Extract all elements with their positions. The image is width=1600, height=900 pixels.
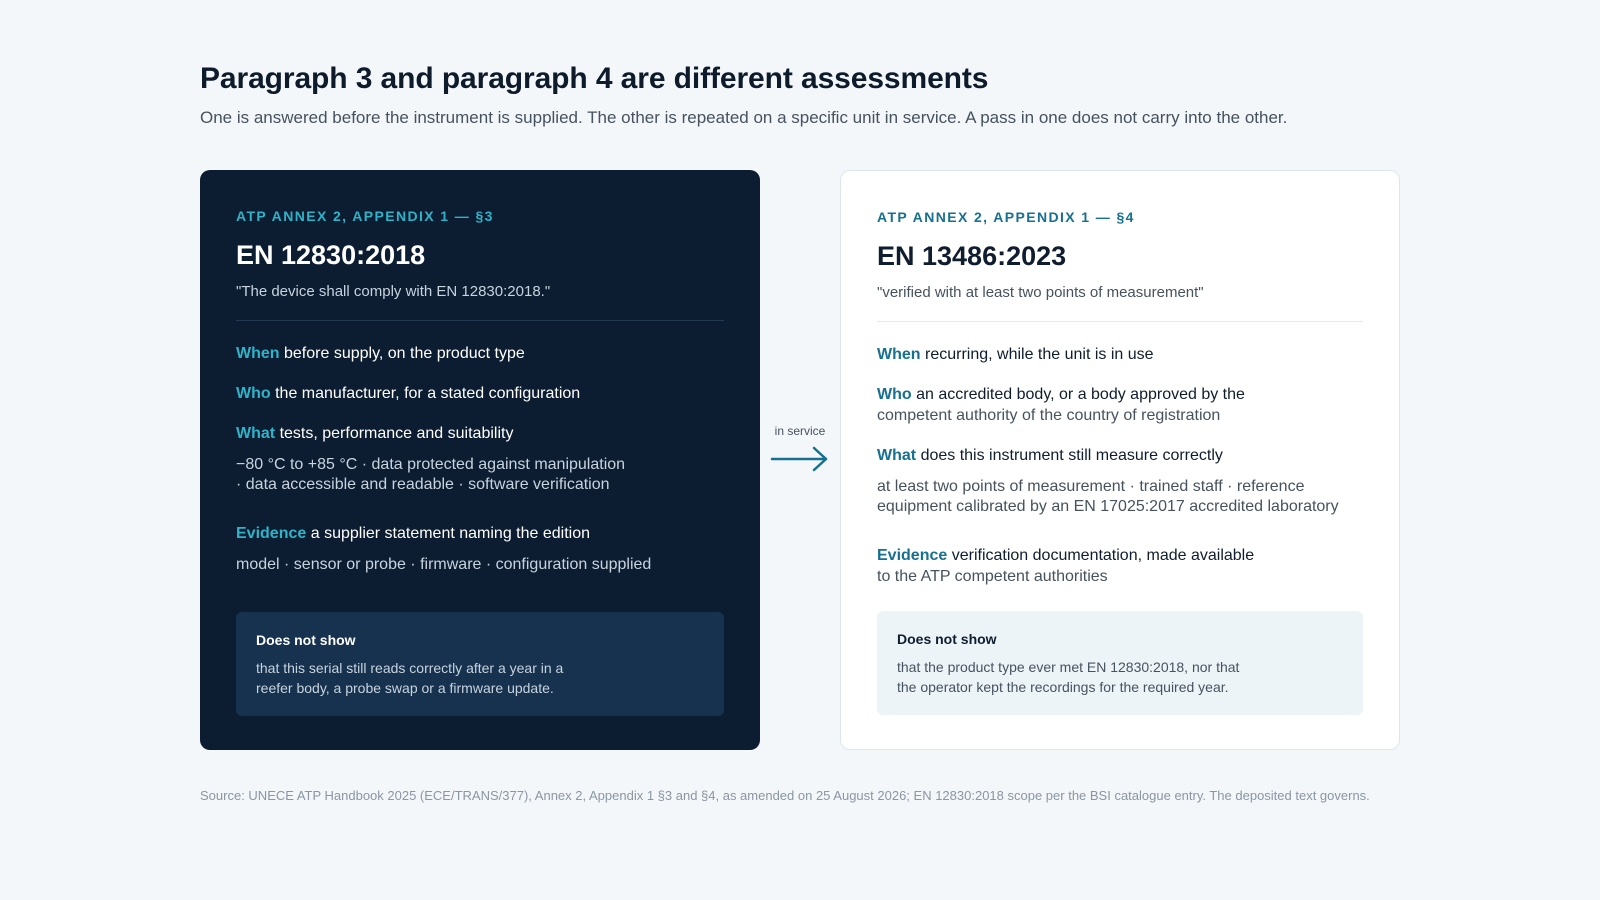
row-evidence xyxy=(877,545,1363,587)
detail-line: equipment calibrated by an EN 17025:2017 accredited laboratory xyxy=(877,498,1339,515)
row-evidence-detail: model · sensor or probe · firmware · configuration supplied xyxy=(236,556,652,573)
row-what-detail xyxy=(236,455,724,495)
detail-line: at least two points of measurement · trained staff · reference xyxy=(877,478,1305,495)
row-value: verification documentation, made available xyxy=(951,547,1255,564)
row-value: before supply, on the product type xyxy=(284,345,525,362)
note-title: Does not show xyxy=(897,631,997,647)
detail-line: · data accessible and readable · software verification xyxy=(236,476,610,493)
row-key: Who xyxy=(236,385,271,402)
standard-quote: "The device shall comply with EN 12830:2018." xyxy=(236,283,551,300)
row-key: What xyxy=(236,425,276,442)
detail-line: −80 °C to +85 °C · data protected against manipulation xyxy=(236,456,626,473)
row-key: What xyxy=(877,447,917,464)
row-value: the manufacturer, for a stated configuration xyxy=(275,385,581,402)
card-eyebrow: ATP ANNEX 2, APPENDIX 1 — §3 xyxy=(236,208,494,224)
note-line: reefer body, a probe swap or a firmware update. xyxy=(256,680,554,696)
note-line: that the product type ever met EN 12830:2018, nor that xyxy=(897,659,1240,675)
does-not-show-box xyxy=(236,612,724,716)
card-eyebrow: ATP ANNEX 2, APPENDIX 1 — §4 xyxy=(877,209,1135,225)
card-paragraph-3 xyxy=(200,170,760,750)
row-value: recurring, while the unit is in use xyxy=(925,346,1154,363)
page-subtitle: One is answered before the instrument is supplied. The other is repeated on a specific unit in service. A pass in one does not carry into the other. xyxy=(200,108,1288,127)
row-value: does this instrument still measure correctly xyxy=(920,447,1223,464)
row-value-continued: to the ATP competent authorities xyxy=(877,568,1108,585)
standard-title: EN 12830:2018 xyxy=(236,240,426,270)
row-value: a supplier statement naming the edition xyxy=(310,525,590,542)
row-key: When xyxy=(877,346,921,363)
arrow-right-icon xyxy=(768,444,832,474)
note-title: Does not show xyxy=(256,632,356,648)
row-when xyxy=(877,344,1363,365)
row-what xyxy=(877,445,1363,466)
card-paragraph-4 xyxy=(840,170,1400,750)
source-footnote: Source: UNECE ATP Handbook 2025 (ECE/TRANS/377), Annex 2, Appendix 1 §3 and §4, as amended on 25 August 2026; EN 12830:2018 scope per the BSI catalogue entry. The deposited text governs. xyxy=(200,788,1370,803)
card-divider xyxy=(236,320,724,321)
row-when xyxy=(236,343,724,364)
note-text xyxy=(897,657,1343,697)
row-value-continued: competent authority of the country of registration xyxy=(877,407,1221,424)
page-title: Paragraph 3 and paragraph 4 are different assessments xyxy=(200,62,989,95)
row-evidence xyxy=(236,523,724,544)
standard-quote: "verified with at least two points of measurement" xyxy=(877,284,1204,301)
note-line: the operator kept the recordings for the required year. xyxy=(897,679,1229,695)
connector-label: in service xyxy=(774,424,826,438)
note-line: that this serial still reads correctly after a year in a xyxy=(256,660,564,676)
row-who xyxy=(877,384,1363,426)
standard-title: EN 13486:2023 xyxy=(877,241,1067,271)
row-key: Who xyxy=(877,386,912,403)
row-key: When xyxy=(236,345,280,362)
row-key: Evidence xyxy=(236,525,307,542)
row-value: tests, performance and suitability xyxy=(279,425,514,442)
row-key: Evidence xyxy=(877,547,948,564)
row-what-detail xyxy=(877,477,1363,517)
card-divider xyxy=(877,321,1363,322)
does-not-show-box xyxy=(877,611,1363,715)
row-value: an accredited body, or a body approved by the xyxy=(916,386,1245,403)
note-text xyxy=(256,658,704,698)
row-what xyxy=(236,423,724,444)
in-service-connector xyxy=(768,424,832,479)
row-who xyxy=(236,383,724,404)
